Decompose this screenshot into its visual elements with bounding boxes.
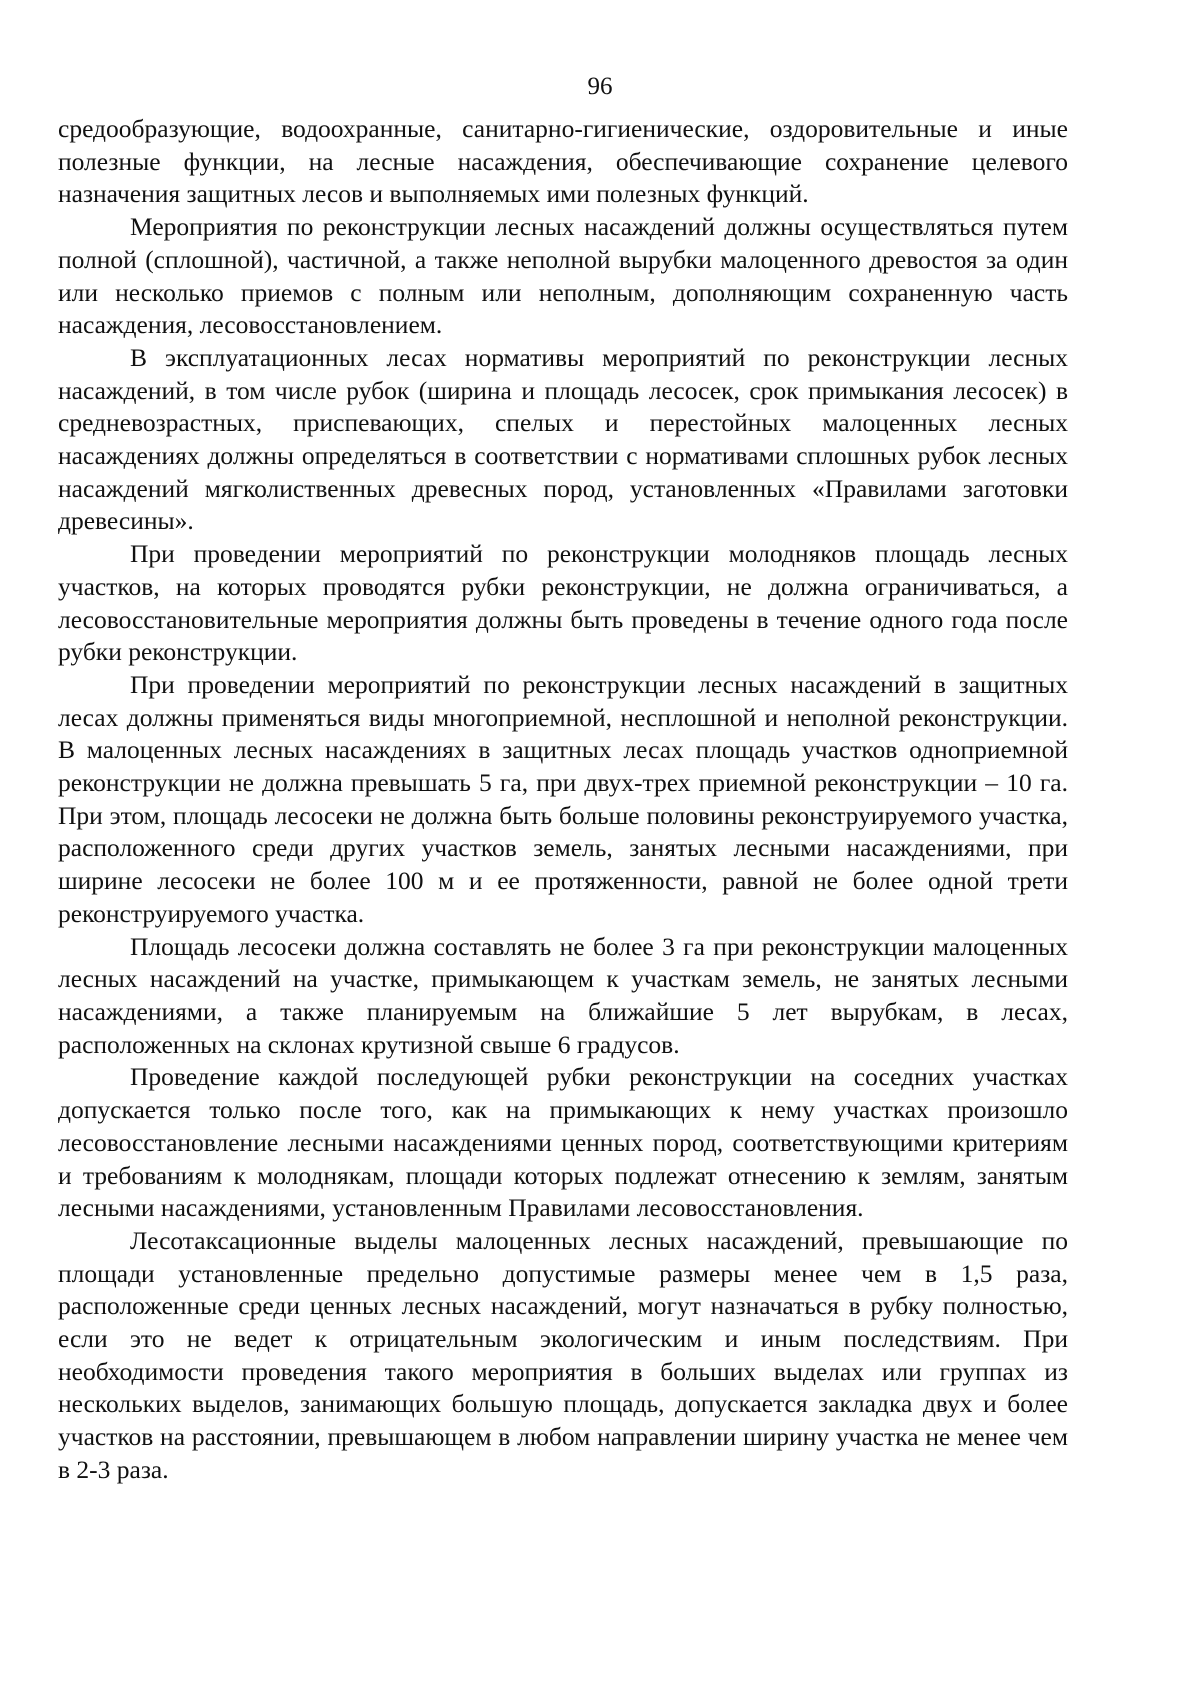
paragraph-exploitation-forests: В эксплуатационных лесах нормативы мероприятий по реконструкции лесных насаждений, в том числе рубок (ширина и площадь лесосек, срок примыкания лесосек) в средневозрастных, приспевающих, спелых и перестойных малоценных лесных насаждениях должны определяться в соответствии с нормативами сплошных рубок лесных насаждений мягколиственных древесных пород, установленных «Правилами заготовки древесины». [58,342,1068,536]
document-body [58,113,1068,1487]
paragraph-continued: средообразующие, водоохранные, санитарно-гигиенические, оздоровительные и иные полезные функции, на лесные насаждения, обеспечивающие сохранение целевого назначения защитных лесов и выполняемых ими полезных функций. [58,114,1068,209]
paragraph-protective-forests: При проведении мероприятий по реконструкции лесных насаждений в защитных лесах должны применяться виды многоприемной, несплошной и неполной реконструкции. В малоценных лесных насаждениях в защитных лесах площадь участков одноприемной реконструкции не должна превышать 5 га, при двух-трех приемной реконструкции – 10 га. При этом, площадь лесосеки не должна быть больше половины реконструируемого участка, расположенного среди других участков земель, занятых лесными насаждениями, при ширине лесосеки не более 100 м и ее протяженности, равной не более одной трети реконструируемого участка. [58,669,1068,928]
page-number: 96 [587,73,613,100]
paragraph-subsequent-cuttings: Проведение каждой последующей рубки реконструкции на соседних участках допускается только после того, как на примыкающих к нему участках произошло лесовосстановление лесными насаждениями ценных пород, соответствующими критериям и требованиям к молоднякам, площади которых подлежат отнесению к землям, занятым лесными насаждениями, установленным Правилами лесовосстановления. [58,1062,1068,1223]
paragraph-cutting-area-limit: Площадь лесосеки должна составлять не более 3 га при реконструкции малоценных лесных насаждений на участке, примыкающем к участкам земель, не занятых лесными насаждениями, а также планируемым на ближайшие 5 лет вырубкам, в лесах, расположенных на склонах крутизной свыше 6 градусов. [58,931,1068,1059]
paragraph-young-stands: При проведении мероприятий по реконструкции молодняков площадь лесных участков, на которых проводятся рубки реконструкции, не должна ограничиваться, а лесовосстановительные мероприятия должны быть проведены в течение одного года после рубки реконструкции. [58,539,1068,667]
paragraph-reconstruction-methods: Мероприятия по реконструкции лесных насаждений должны осуществляться путем полной (сплошной), частичной, а также неполной вырубки малоценного древостоя за один или несколько приемов с полным или неполным, дополняющим сохраненную часть насаждения, лесовосстановлением. [58,212,1068,340]
paragraph-forest-inventory-plots: Лесотаксационные выделы малоценных лесных насаждений, превышающие по площади установленные предельно допустимые размеры менее чем в 1,5 раза, расположенные среди ценных лесных насаждений, могут назначаться в рубку полностью, если это не ведет к отрицательным экологическим и иным последствиям. При необходимости проведения такого мероприятия в больших выделах или группах из нескольких выделов, занимающих большую площадь, допускается закладка двух и более участков на расстоянии, превышающем в любом направлении ширину участка не менее чем в 2-3 раза. [58,1225,1068,1484]
